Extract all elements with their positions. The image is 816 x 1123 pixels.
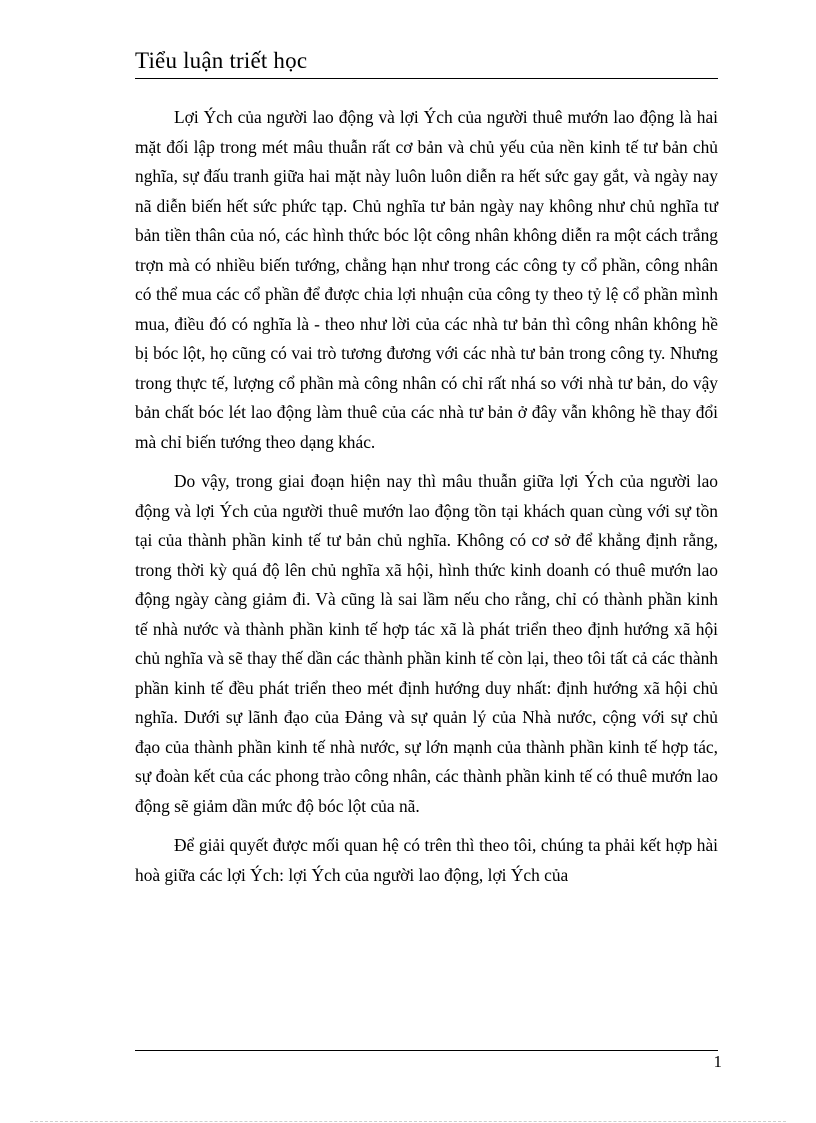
paragraph-1: Lợi Ých của người lao động và lợi Ých của người thuê mướn lao động là hai mặt đối lập trong mét mâu thuẫn rất cơ bản và chủ yếu của nền kinh tế tư bản chủ nghĩa, sự đấu tranh giữa hai mặt này luôn luôn diễn ra hết sức gay gắt, và ngày nay nã diễn biến hết sức phức tạp. Chủ nghĩa tư bản ngày nay không như chủ nghĩa tư bản tiền thân của nó, các hình thức bóc lột công nhân không diễn ra một cách trắng trợn mà có nhiều biến tướng, chẳng hạn như trong các công ty cổ phần, công nhân có thể mua các cổ phần để được chia lợi nhuận của công ty theo tỷ lệ cổ phần mình mua, điều đó có nghĩa là - theo như lời của các nhà tư bản thì công nhân không hề bị bóc lột, họ cũng có vai trò tương đương với các nhà tư bản trong công ty. Nhưng trong thực tế, lượng cổ phần mà công nhân có chỉ rất nhá so với nhà tư bản, do vậy bản chất bóc lét lao động làm thuê của các nhà tư bản ở đây vẫn không hề thay đổi mà chỉ biến tướng theo dạng khác. <box>135 107 718 452</box>
paragraph-2: Do vậy, trong giai đoạn hiện nay thì mâu thuẫn giữa lợi Ých của người lao động và lợi Ých của người thuê mướn lao động tồn tại khách quan cùng với sự tồn tại của thành phần kinh tế tư bản chủ nghĩa. Không có cơ sở để khẳng định rằng, trong thời kỳ quá độ lên chủ nghĩa xã hội, hình thức kinh doanh có thuê mướn lao động ngày càng giảm đi. Và cũng là sai lầm nếu cho rằng, chỉ có thành phần kinh tế nhà nước và thành phần kinh tế hợp tác xã là phát triển theo định hướng xã hội chủ nghĩa và sẽ thay thế dần các thành phần kinh tế còn lại, theo tôi tất cả các thành phần kinh tế đều phát triển theo mét định hướng duy nhất: định hướng xã hội chủ nghĩa. Dưới sự lãnh đạo của Đảng và sự quản lý của Nhà nước, cộng với sự chủ đạo của thành phần kinh tế nhà nước, sự lớn mạnh của thành phần kinh tế hợp tác, sự đoàn kết của các phong trào công nhân, các thành phần kinh tế có thuê mướn lao động sẽ giảm dần mức độ bóc lột của nã. <box>135 471 718 816</box>
page-header <box>135 46 718 79</box>
header-title: Tiểu luận triết học <box>135 48 308 73</box>
page-boundary <box>30 1121 786 1122</box>
page-number: 1 <box>713 1052 722 1071</box>
footer-divider <box>135 1050 718 1051</box>
document-body <box>135 103 718 900</box>
paragraph-3: Để giải quyết được mối quan hệ có trên thì theo tôi, chúng ta phải kết hợp hài hoà giữa các lợi Ých: lợi Ých của người lao động, lợi Ých của <box>135 835 718 885</box>
